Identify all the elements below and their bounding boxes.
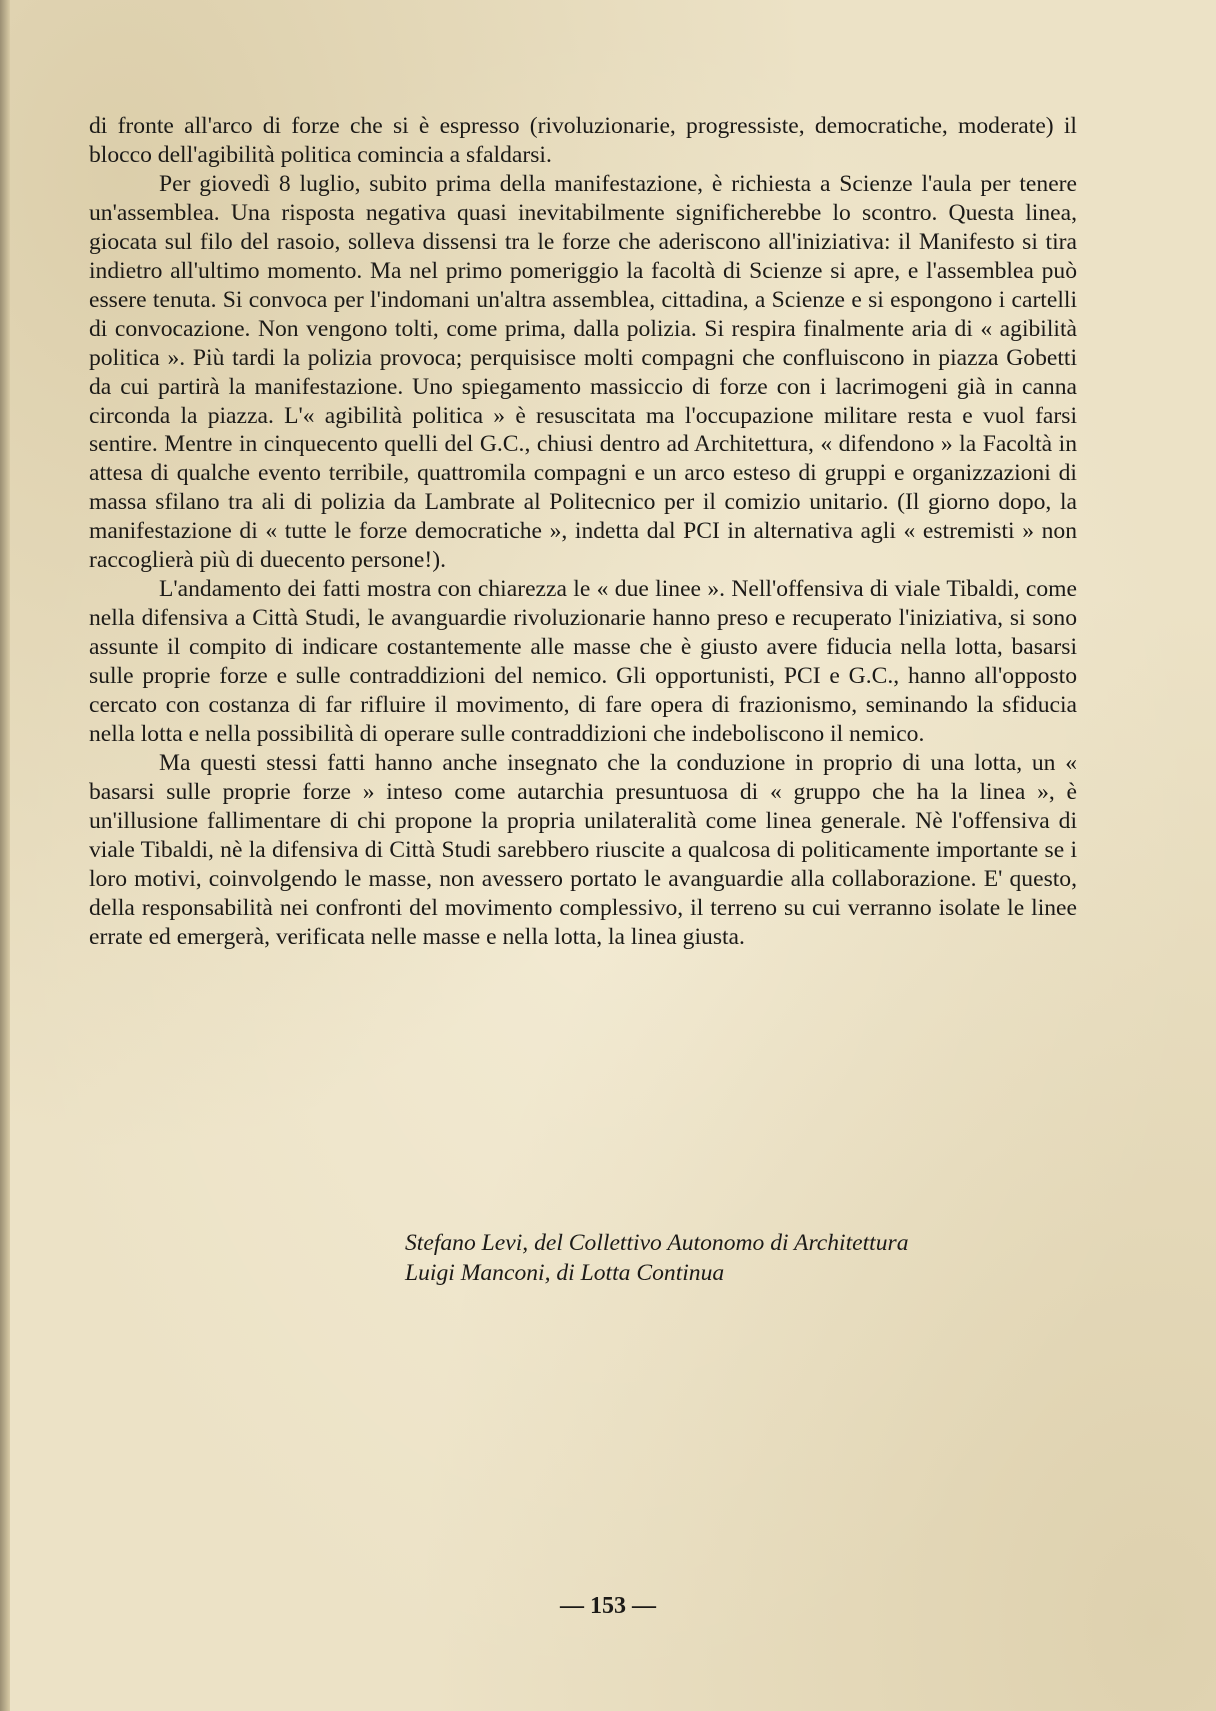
page-binding-edge (0, 0, 10, 1711)
paragraph-4: Ma questi stessi fatti hanno anche insegnato che la conduzione in proprio di una lotta, un « basarsi sulle proprie forze » inteso come autarchia presuntuosa di « gruppo che ha la linea », è un'illusione fallimentare di chi propone la propria unilateralità come linea generale. Nè l'offensiva di viale Tibaldi, nè la difensiva di Città Studi sarebbero riuscite a qualcosa di politicamente importante se i loro motivi, coinvolgendo le masse, non avessero portato le avanguardie alla collaborazione. E' questo, della responsabilità nei confronti del movimento complessivo, il terreno su cui verranno isolate le linee errate ed emergerà, verificata nelle masse e nella lotta, la linea giusta. (89, 749, 1077, 950)
paragraph-2: Per giovedì 8 luglio, subito prima della manifestazione, è richiesta a Scienze l'aula per tenere un'assemblea. Una risposta negativa quasi inevitabilmente significherebbe lo scontro. Questa linea, giocata sul filo del rasoio, solleva dissensi tra le forze che aderiscono all'iniziativa: il Manifesto si tira indietro all'ultimo momento. Ma nel primo pomeriggio la facoltà di Scienze si apre, e l'assemblea può essere tenuta. Si convoca per l'indomani un'altra assemblea, cittadina, a Scienze e si espongono i cartelli di convocazione. Non vengono tolti, come prima, dalla polizia. Si respira finalmente aria di « agibilità politica ». Più tardi la polizia provoca; perquisisce molti compagni che confluiscono in piazza Gobetti da cui partirà la manifestazione. Uno spiegamento massiccio di forze con i lacrimogeni già in canna circonda la piazza. L'« agibilità politica » è resuscitata ma l'occupazione militare resta e vuol farsi sentire. Mentre in cinquecento quelli del G.C., chiusi dentro ad Architettura, « difendono » la Facoltà in attesa di qualche evento terribile, quattromila compagni e un arco esteso di gruppi e organizzazioni di massa sfilano tra ali di polizia da Lambrate al Politecnico per il comizio unitario. (Il giorno dopo, la manifestazione di « tutte le forze democratiche », indetta dal PCI in alternativa agli « estremisti » non raccoglierà più di duecento persone!). (89, 170, 1077, 574)
body-text (89, 112, 1077, 952)
signature-line-1: Stefano Levi, del Collettivo Autonomo di Architettura (405, 1230, 909, 1256)
paragraph-3: L'andamento dei fatti mostra con chiarezza le « due linee ». Nell'offensiva di viale Tibaldi, come nella difensiva a Città Studi, le avanguardie rivoluzionarie hanno preso e recuperato l'iniziativa, si sono assunte il compito di indicare costantemente alle masse che è giusto avere fiducia nella lotta, basarsi sulle proprie forze e sulle contraddizioni del nemico. Gli opportunisti, PCI e G.C., hanno all'opposto cercato con costanza di far rifluire il movimento, di fare opera di frazionismo, seminando la sfiducia nella lotta e nella possibilità di operare sulle contraddizioni che indeboliscono il nemico. (89, 576, 1077, 748)
author-signature (405, 1228, 1085, 1288)
page-number: — 153 — (560, 1593, 656, 1619)
signature-line-2: Luigi Manconi, di Lotta Continua (405, 1260, 725, 1286)
paragraph-1: di fronte all'arco di forze che si è espresso (rivoluzionarie, progressiste, democratiche, moderate) il blocco dell'agibilità politica comincia a sfaldarsi. (89, 113, 1077, 168)
